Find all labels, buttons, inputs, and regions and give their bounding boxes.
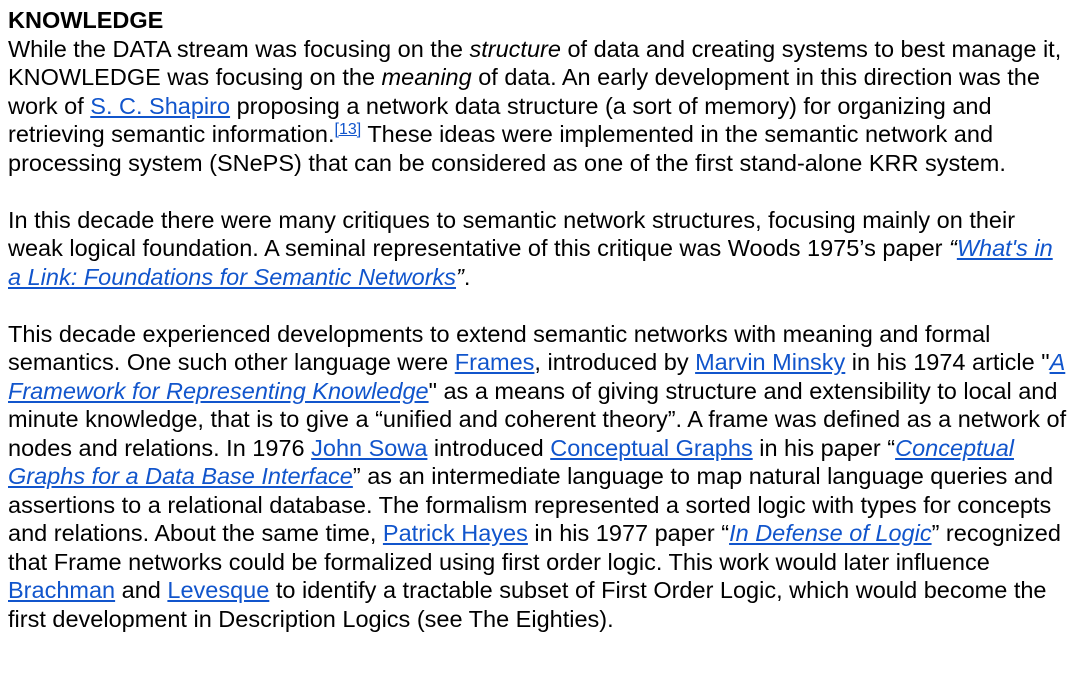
text: This decade experienced developments to extend semantic networks with meaning and formal semantics. One such other language were: [8, 320, 991, 375]
text: proposing a network data structure (a sort of memory) for organizing and retrieving semantic information.: [8, 92, 992, 147]
emphasis-meaning: meaning: [381, 64, 472, 90]
text: of data and creating systems to best manage it, KNOWLEDGE was focusing on the: [8, 35, 1062, 90]
text: These ideas were implemented in the semantic network and processing system (SNePS) that can be considered as one of the first stand-alone KRR system.: [8, 121, 1006, 176]
link-whats-in-a-link[interactable]: What's in a Link: Foundations for Semantic Networks: [8, 235, 1053, 290]
link-patrick-hayes[interactable]: Patrick Hayes: [382, 520, 528, 546]
text: ” as an intermediate language to map natural language queries and assertions to a relational database. The formalism represented a sorted logic with types for concepts and relations. About the same time,: [8, 463, 1054, 546]
link-conceptual-graphs[interactable]: Conceptual Graphs: [550, 434, 753, 461]
link-marvin-minsky[interactable]: Marvin Minsky: [695, 349, 846, 375]
section-heading: KNOWLEDGE: [8, 7, 164, 33]
citation-link-13[interactable]: [13]: [334, 121, 362, 138]
emphasis-structure: structure: [469, 35, 561, 62]
text: .: [463, 263, 471, 290]
link-frames[interactable]: Frames: [454, 349, 535, 375]
quote-open: “: [949, 235, 957, 261]
text: , introduced by: [534, 349, 696, 375]
link-john-sowa[interactable]: John Sowa: [311, 434, 428, 461]
text: While the DATA stream was focusing on the: [8, 35, 470, 62]
text: to identify a tractable subset of First Order Logic, which would become the first development in Description Logics (see The Eighties).: [8, 577, 1047, 632]
text: in his paper “: [752, 434, 896, 461]
paragraph-2: [8, 206, 1072, 292]
link-levesque[interactable]: Levesque: [167, 577, 270, 603]
text: ” recognized that Frame networks could be formalized using first order logic. This work would later influence: [8, 520, 1061, 575]
text: of data. An early development in this direction was the work of: [8, 64, 1040, 119]
text: in his 1974 article ": [845, 349, 1050, 375]
text: In this decade there were many critiques to semantic network structures, focusing mainly on their weak logical foundation. A seminal representative of this critique was Woods 1975’s paper: [8, 206, 1016, 261]
paragraph-3: [8, 320, 1072, 634]
link-brachman[interactable]: Brachman: [8, 577, 116, 603]
quote-close: ”: [456, 263, 464, 290]
link-shapiro[interactable]: S. C. Shapiro: [90, 92, 231, 119]
link-framework-representing-knowledge[interactable]: A Framework for Representing Knowledge: [8, 349, 1066, 404]
text: introduced: [427, 434, 551, 461]
text: in his 1977 paper “: [527, 520, 730, 546]
link-conceptual-graphs-paper[interactable]: Conceptual Graphs for a Data Base Interface: [8, 434, 1014, 489]
paragraph-1: [8, 35, 1072, 178]
text: and: [115, 577, 168, 603]
link-in-defense-of-logic[interactable]: In Defense of Logic: [729, 520, 932, 546]
text: " as a means of giving structure and extensibility to local and minute knowledge, that is to give a “unified and coherent theory”. A frame was defined as a network of nodes and relations. In 1976: [8, 377, 1067, 461]
